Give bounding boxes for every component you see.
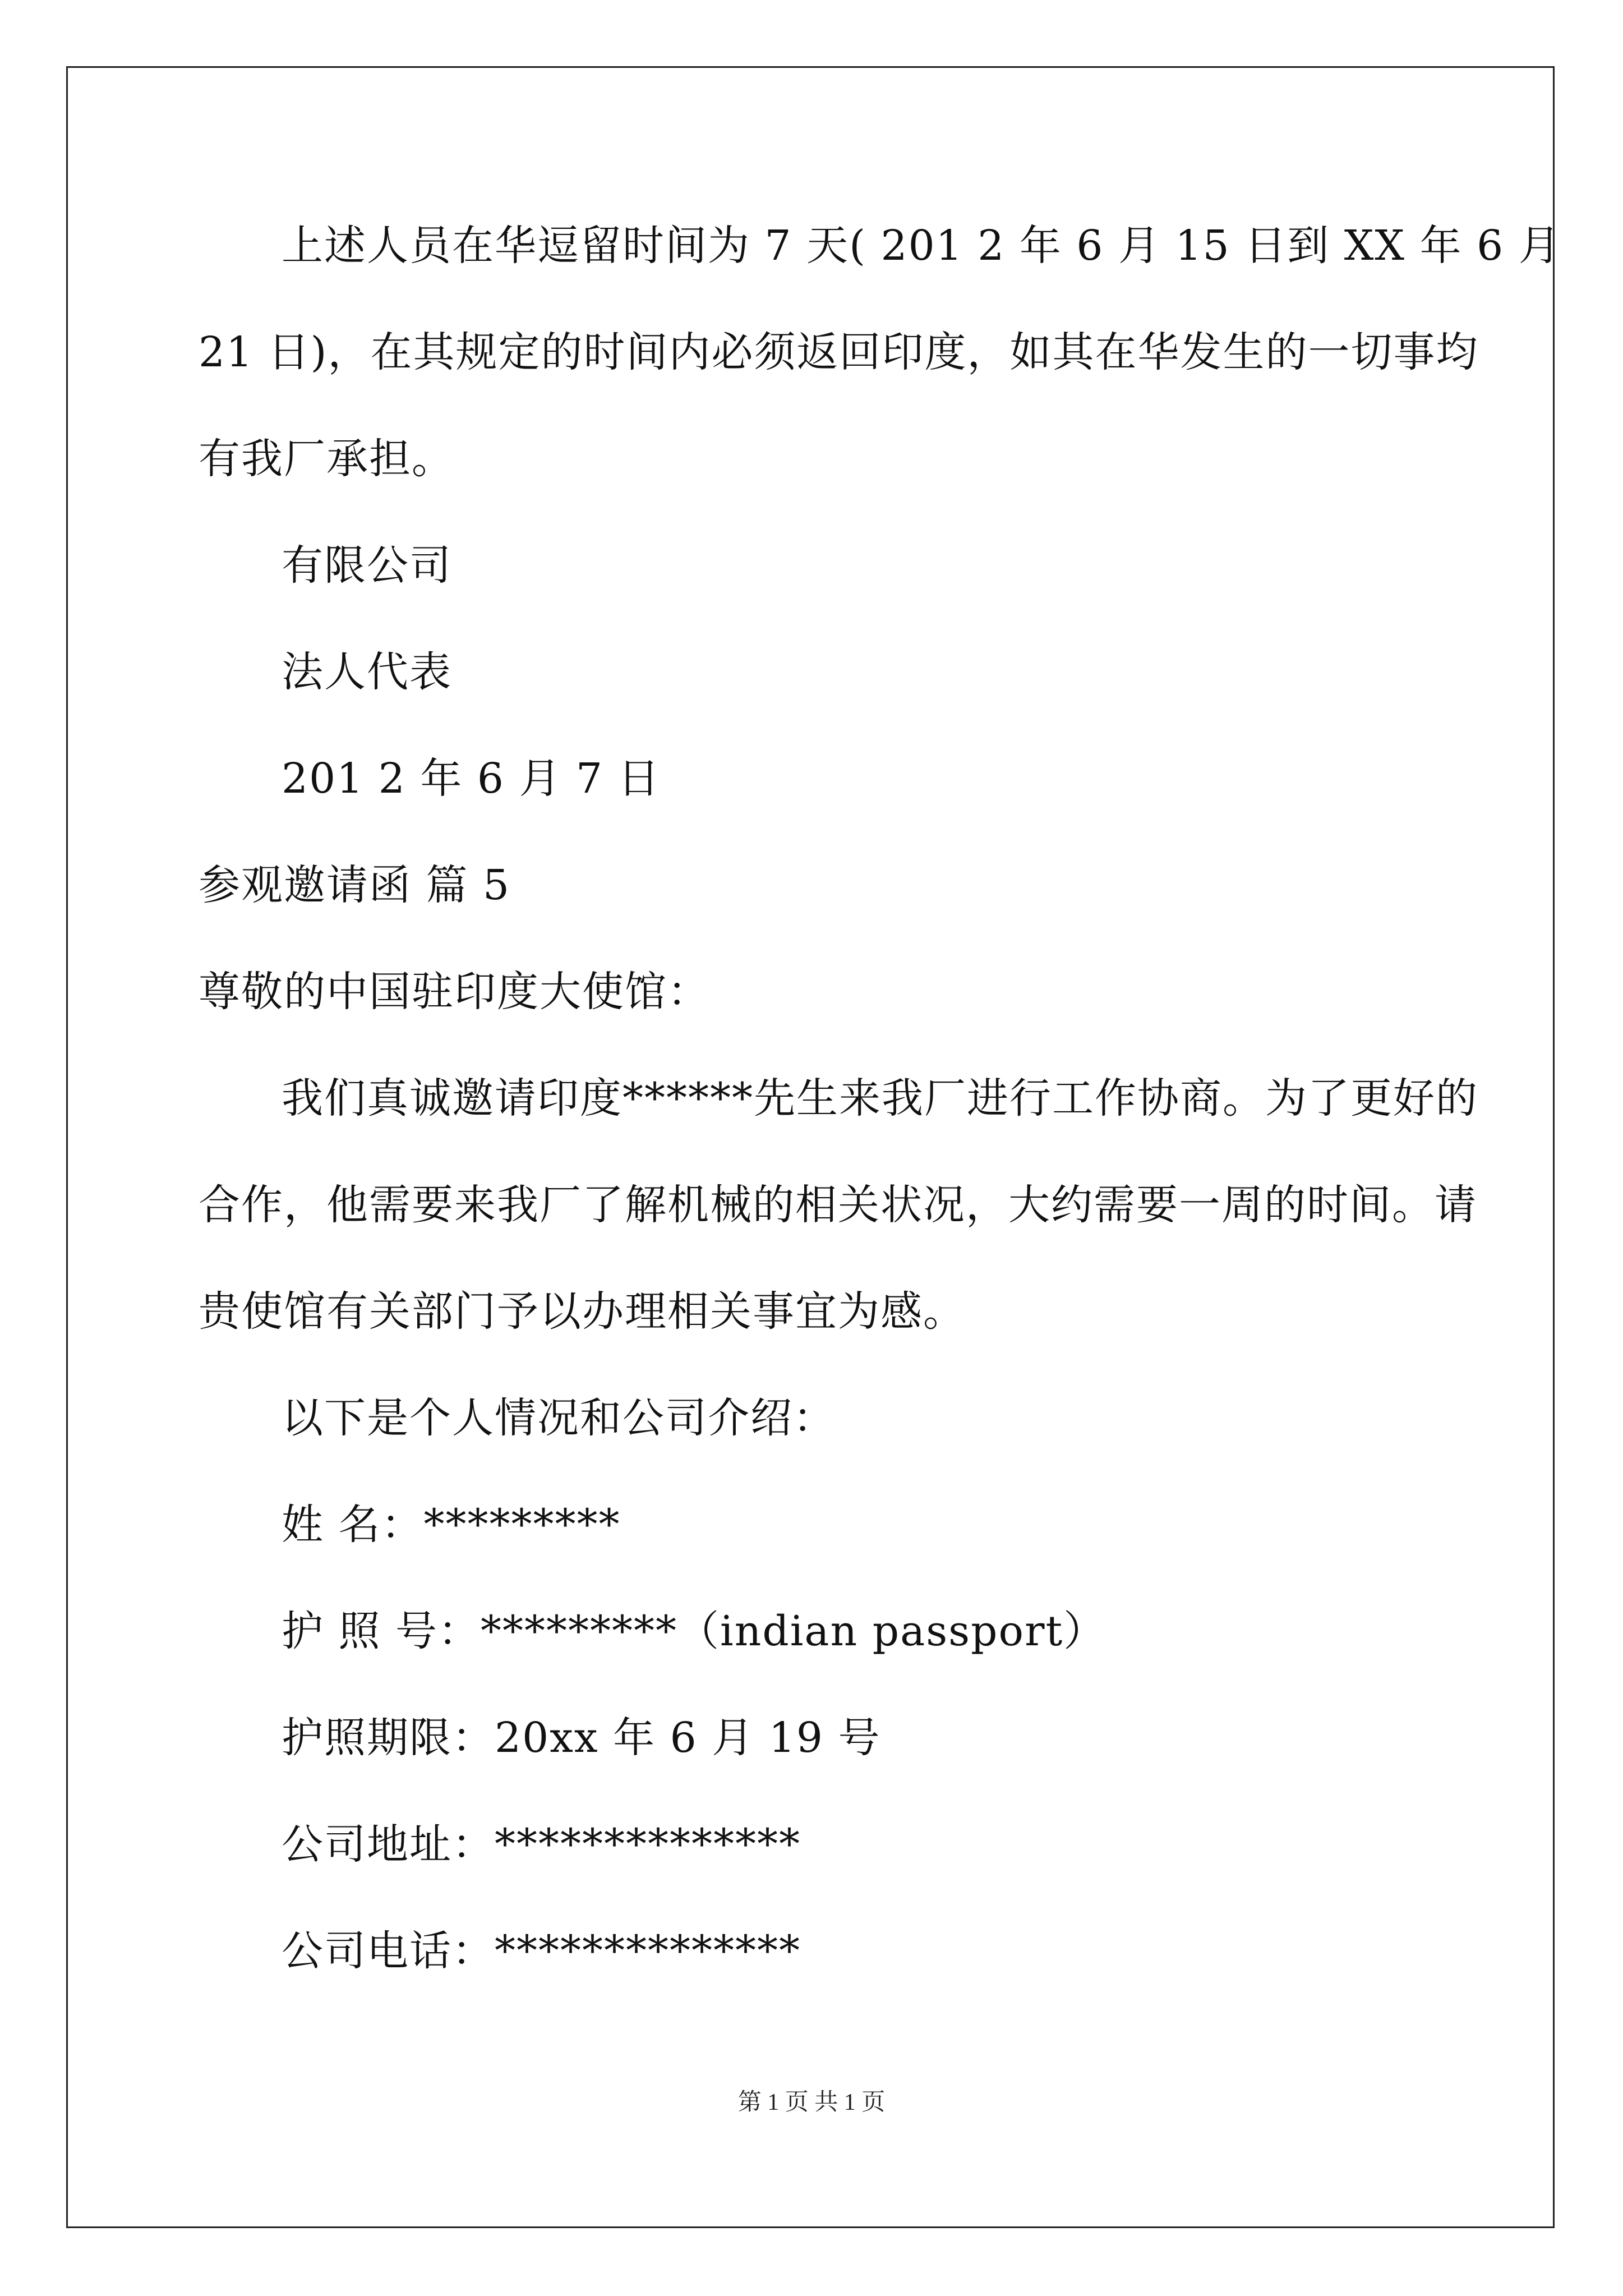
page-border [66,66,1555,2228]
paragraph-stay-period-line-1: 上述人员在华逗留时间为 7 天( 201 2 年 6 月 15 日到 XX 年 6 月 [282,222,1561,270]
paragraph-stay-period-line-3: 有我厂承担。 [199,435,454,483]
invitation-paragraph-line-1: 我们真诚邀请印度******先生来我厂进行工作协商。为了更好的 [282,1074,1478,1122]
signature-date-line: 201 2 年 6 月 7 日 [282,754,661,803]
invitation-paragraph-line-3: 贵使馆有关部门予以办理相关事宜为感。 [199,1287,966,1336]
name-field-line: 姓 名：********* [282,1501,621,1549]
salutation-line: 尊敬的中国驻印度大使馆： [199,968,710,1016]
page-number-footer: 第 1 页 共 1 页 [737,2090,886,2115]
intro-line: 以下是个人情况和公司介绍： [282,1394,836,1442]
company-name-line: 有限公司 [282,541,452,590]
passport-number-line: 护 照 号：*********（indian passport） [282,1607,1106,1655]
section-heading: 参观邀请函 篇 5 [199,861,511,909]
passport-expiry-line: 护照期限：20xx 年 6 月 19 号 [282,1714,881,1762]
legal-representative-line: 法人代表 [282,648,452,696]
company-phone-line: 公司电话：************** [282,1927,801,1975]
invitation-paragraph-line-2: 合作，他需要来我厂了解机械的相关状况，大约需要一周的时间。请 [199,1181,1477,1229]
paragraph-stay-period-line-2: 21 日)，在其规定的时间内必须返回印度，如其在华发生的一切事均 [199,328,1479,376]
company-address-line: 公司地址：************** [282,1820,801,1869]
